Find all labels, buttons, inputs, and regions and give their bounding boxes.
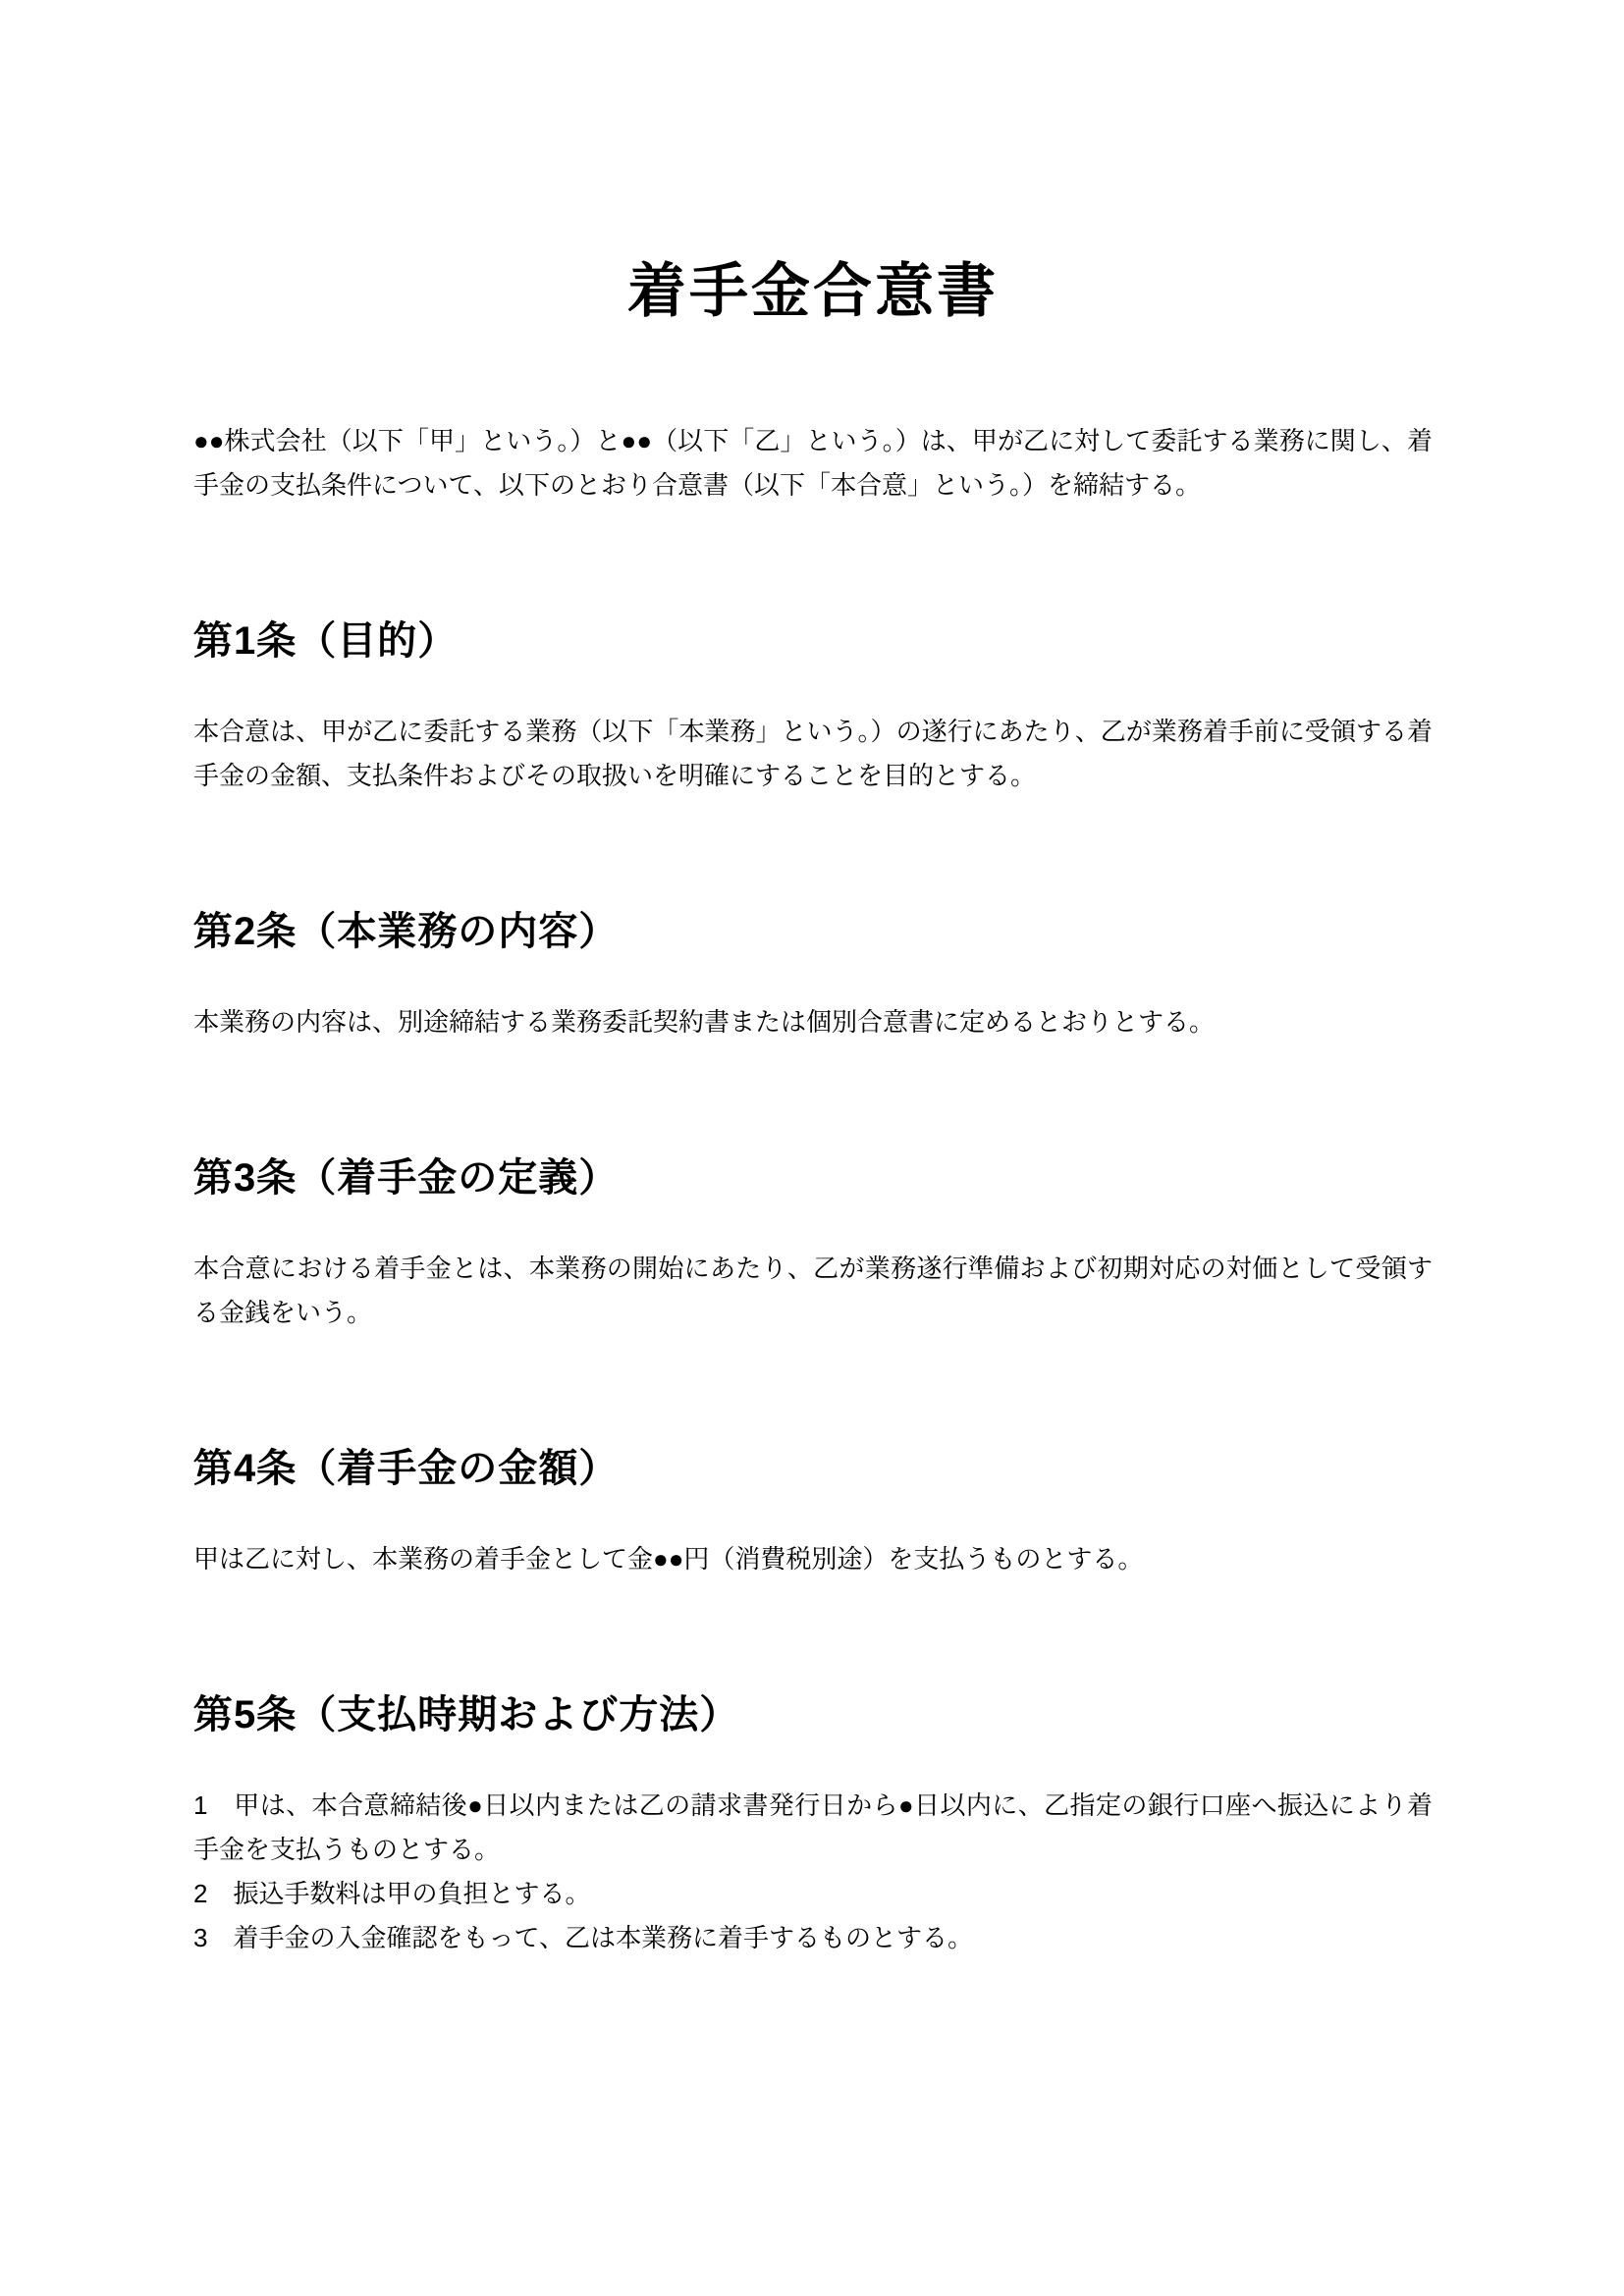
- article-3: [193, 1154, 1433, 1335]
- article-5-body: [193, 1784, 1433, 1960]
- article-2-heading: 第2条（本業務の内容）: [193, 910, 620, 953]
- article-2-paragraph: 本業務の内容は、別途締結する業務委託契約書または個別合意書に定めるとおりとする。: [193, 1007, 1216, 1037]
- article-4-body: [193, 1537, 1433, 1581]
- article-1-paragraph: 本合意は、甲が乙に委託する業務（以下「本業務」という。）の遂行にあたり、乙が業務着手前に受領する着手金の金額、支払条件およびその取扱いを明確にすることを目的とする。: [193, 717, 1433, 790]
- article-3-body: [193, 1247, 1433, 1335]
- article-5-clause-1: 1 甲は、本合意締結後●日以内または乙の請求書発行日から●日以内に、乙指定の銀行口座へ振込により着手金を支払うものとする。: [193, 1790, 1433, 1864]
- article-5-clause-3: 3 着手金の入金確認をもって、乙は本業務に着手するものとする。: [193, 1923, 973, 1952]
- article-3-heading: 第3条（着手金の定義）: [193, 1156, 620, 1200]
- article-2: [193, 908, 1433, 1044]
- document-title: 着手金合意書: [627, 258, 999, 324]
- article-5-heading: 第5条（支払時期および方法）: [193, 1693, 740, 1736]
- article-3-paragraph: 本合意における着手金とは、本業務の開始にあたり、乙が業務遂行準備および初期対応の対価として受領する金銭をいう。: [193, 1254, 1433, 1327]
- article-5: [193, 1691, 1433, 1960]
- article-2-body: [193, 1000, 1433, 1044]
- article-1: [193, 617, 1433, 798]
- article-4-heading: 第4条（着手金の金額）: [193, 1447, 620, 1490]
- preamble-paragraph: ●●株式会社（以下「甲」という。）と●●（以下「乙」という。）は、甲が乙に対して委託する業務に関し、着手金の支払条件について、以下のとおり合意書（以下「本合意」という。）を締結する。: [193, 426, 1433, 500]
- article-1-body: [193, 710, 1433, 798]
- article-4: [193, 1445, 1433, 1581]
- article-5-clause-2: 2 振込手数料は甲の負担とする。: [193, 1879, 591, 1908]
- article-4-paragraph: 甲は乙に対し、本業務の着手金として金●●円（消費税別途）を支払うものとする。: [193, 1544, 1144, 1574]
- article-1-heading: 第1条（目的）: [193, 619, 459, 663]
